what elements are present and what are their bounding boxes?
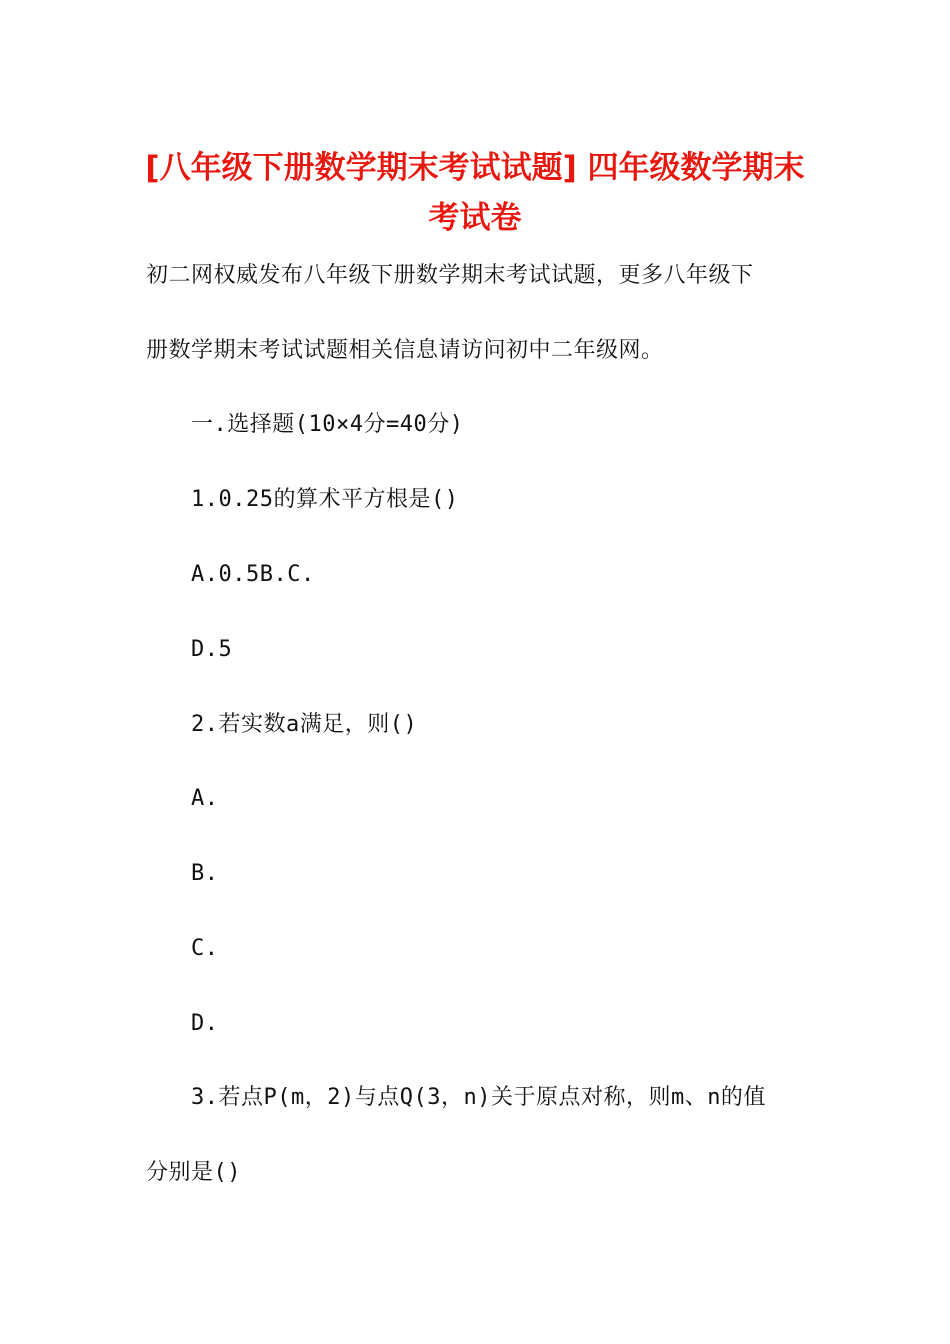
question-3-line-2: 分别是() — [146, 1160, 241, 1185]
question-2-option-c: C. — [191, 936, 219, 961]
question-2: 2.若实数a满足，则() — [191, 712, 418, 737]
question-1: 1.0.25的算术平方根是() — [191, 487, 459, 512]
question-2-option-d: D. — [191, 1011, 219, 1036]
question-2-option-b: B. — [191, 861, 219, 886]
question-1-options-line-1: A.0.5B.C. — [191, 562, 315, 587]
intro-line-1: 初二网权威发布八年级下册数学期末考试试题，更多八年级下 — [146, 263, 754, 288]
question-2-option-a: A. — [191, 786, 219, 811]
question-1-options-line-2: D.5 — [191, 637, 233, 662]
intro-line-2: 册数学期末考试试题相关信息请访问初中二年级网。 — [146, 338, 664, 363]
question-3-line-1: 3.若点P(m，2)与点Q(3，n)关于原点对称，则m、n的值 — [191, 1085, 766, 1110]
section-heading: 一.选择题(10×4分=40分) — [191, 412, 464, 437]
document-title: [八年级下册数学期末考试试题] 四年级数学期末考试卷 — [145, 150, 805, 236]
